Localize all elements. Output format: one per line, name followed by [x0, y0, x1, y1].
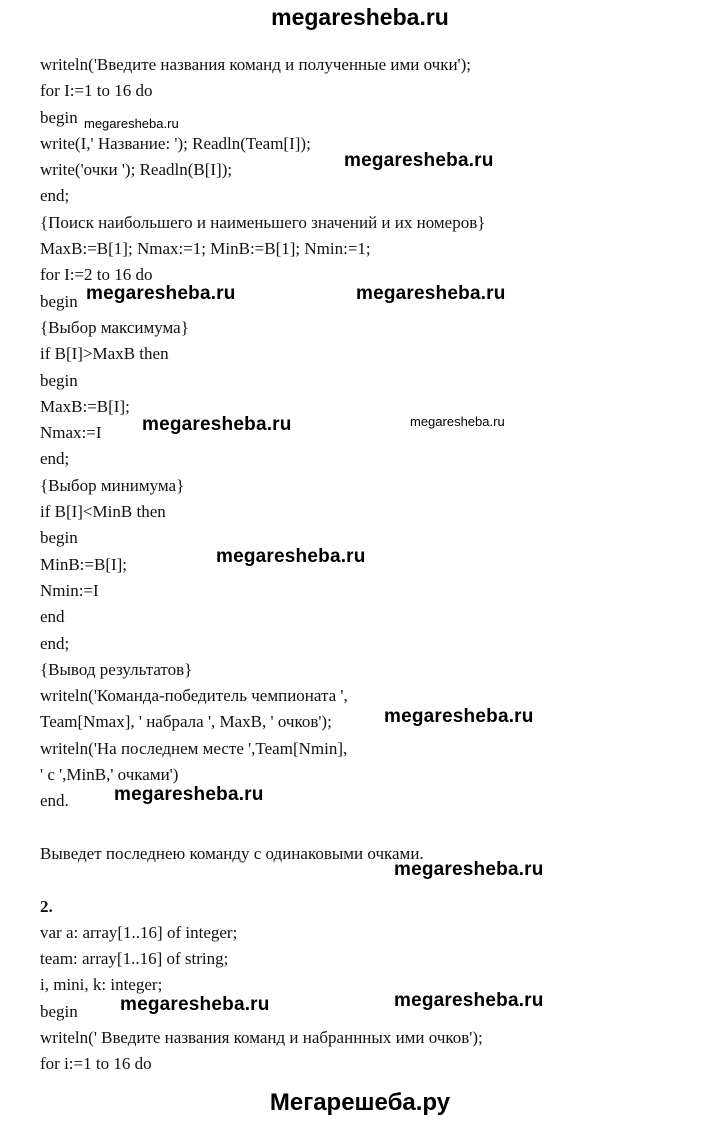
answer-note: Выведет последнею команду с одинаковыми очками.: [40, 843, 424, 863]
watermark: megaresheba.ru: [216, 546, 366, 567]
code-line: var a: array[1..16] of integer;: [40, 922, 238, 942]
watermark: megaresheba.ru: [142, 414, 292, 435]
code-line: end;: [40, 186, 70, 206]
code-line: ' с ',MinB,' очками'): [40, 765, 179, 785]
code-line: writeln(' Введите названия команд и набраннных ими очков');: [40, 1027, 483, 1047]
code-line: end.: [40, 791, 69, 811]
watermark: megaresheba.ru: [356, 283, 506, 304]
code-line: if B[I]<MinB then: [40, 502, 166, 522]
code-line: MaxB:=B[I];: [40, 396, 130, 416]
comment-line: {Вывод результатов}: [40, 659, 193, 679]
code-line: writeln('На последнем месте ',Team[Nmin],: [40, 738, 348, 758]
watermark: megaresheba.ru: [394, 859, 544, 880]
code-line: end: [40, 607, 65, 627]
code-line: if B[I]>MaxB then: [40, 344, 169, 364]
code-line: begin: [40, 1001, 78, 1021]
code-line: begin: [40, 370, 78, 390]
code-line: for i:=1 to 16 do: [40, 1054, 152, 1074]
watermark: megaresheba.ru: [384, 706, 534, 727]
code-line: Nmin:=I: [40, 580, 99, 600]
site-footer: Мегарешеба.ру: [269, 1089, 451, 1116]
watermark: megaresheba.ru: [86, 283, 236, 304]
code-line: MaxB:=B[1]; Nmax:=1; MinB:=B[1]; Nmin:=1;: [40, 239, 371, 259]
watermark: megaresheba.ru: [114, 784, 264, 805]
watermark-small: megaresheba.ru: [84, 116, 179, 131]
code-line: write(I,' Название: '); Readln(Team[I]);: [40, 133, 311, 153]
code-line: begin: [40, 107, 78, 127]
watermark-small: megaresheba.ru: [410, 414, 505, 429]
code-line: writeln('Введите названия команд и полученные ими очки');: [40, 55, 471, 74]
code-line: i, mini, k: integer;: [40, 975, 163, 995]
task-number: 2.: [40, 896, 53, 916]
watermark: megaresheba.ru: [394, 990, 544, 1011]
code-line: Nmax:=I: [40, 423, 102, 443]
code-line: Team[Nmax], ' набрала ', MaxB, ' очков');: [40, 712, 332, 732]
comment-line: {Поиск наибольшего и наименьшего значений и их номеров}: [40, 212, 486, 232]
code-line: writeln('Команда-победитель чемпионата ',: [40, 686, 348, 706]
code-line: begin: [40, 291, 78, 311]
comment-line: {Выбор минимума}: [40, 475, 185, 495]
blank-line: [40, 867, 680, 893]
code-line: end;: [40, 449, 70, 469]
code-line: for I:=2 to 16 do: [40, 265, 153, 285]
code-line: MinB:=B[I];: [40, 554, 128, 574]
code-line: write('очки '); Readln(B[I]);: [40, 160, 233, 180]
code-line: team: array[1..16] of string;: [40, 949, 229, 969]
blank-line: [40, 815, 680, 841]
comment-line: {Выбор максимума}: [40, 317, 189, 337]
code-line: begin: [40, 528, 78, 548]
code-line: for I:=1 to 16 do: [40, 81, 153, 101]
watermark: megaresheba.ru: [344, 150, 494, 171]
site-header: megaresheba.ru: [271, 4, 449, 30]
code-line: end;: [40, 633, 70, 653]
watermark: megaresheba.ru: [120, 994, 270, 1015]
